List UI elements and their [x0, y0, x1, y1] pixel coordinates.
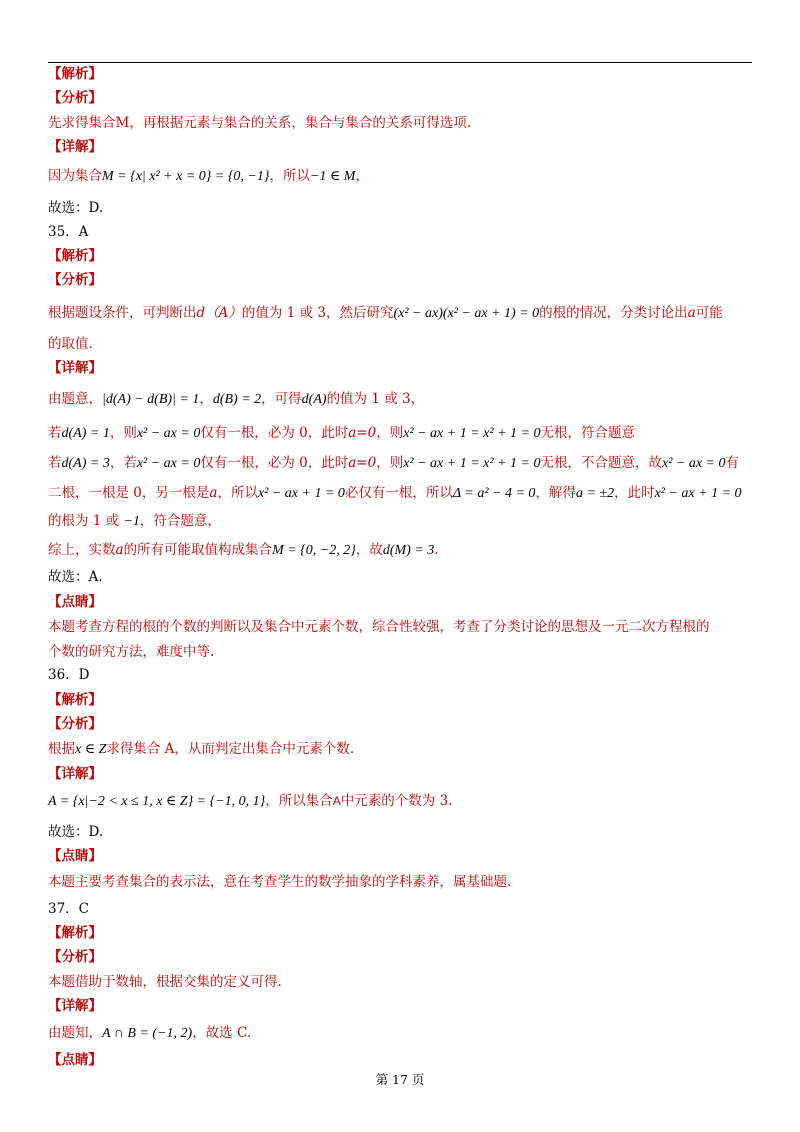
xiangjie-tag	[48, 137, 102, 157]
dianjing-tag	[48, 1050, 102, 1070]
detail-math: a=0	[348, 425, 377, 441]
detail-text: 因为集合	[48, 168, 102, 184]
tag-text: 【详解】	[48, 998, 102, 1014]
detail-text: 无根，符合题意	[540, 425, 635, 441]
math-expression: d(A) = 1	[61, 426, 110, 441]
analysis-text: 根据题设条件，可判断出	[48, 305, 197, 321]
q34-detail	[48, 166, 369, 187]
math-expression: x² − ax = 0	[136, 426, 201, 441]
q37-analysis	[48, 972, 282, 992]
analysis-math: d（A）	[196, 305, 242, 321]
detail-text: A	[332, 794, 341, 808]
detail-text: ，可得	[261, 391, 302, 407]
math-set-equation: M = {x| x² + x = 0} = {0, −1}	[102, 169, 270, 184]
analysis-text: 根据	[48, 741, 75, 757]
tag-text: 【分析】	[48, 90, 102, 106]
detail-math: a=0	[348, 455, 377, 471]
q35-detail-line-4	[48, 483, 742, 504]
note-text: 本题主要考查集合的表示法，意在考查学生的数学抽象的学科素养，属基础题.	[48, 874, 512, 890]
fenxi-tag	[48, 714, 102, 734]
tag-text: 【解析】	[48, 66, 102, 82]
fenxi-tag	[48, 947, 102, 967]
math-expression: M = {0, −2, 2}	[272, 543, 356, 558]
analysis-text: 本题借助于数轴，根据交集的定义可得.	[48, 974, 282, 990]
q35-detail-line-5	[48, 511, 221, 532]
jiexi-tag	[48, 923, 102, 943]
dianjing-tag	[48, 846, 102, 866]
tag-text: 【分析】	[48, 272, 102, 288]
detail-math: a	[115, 542, 124, 558]
answer-text: 故选：D.	[48, 200, 104, 216]
tag-text: 【点睛】	[48, 594, 102, 610]
jiexi-tag	[48, 64, 102, 84]
q34-answer	[48, 198, 103, 218]
detail-text: ，所以集合	[265, 793, 333, 809]
q34-analysis	[48, 113, 471, 133]
question-heading: 37．C	[48, 901, 90, 917]
note-text: 本题考查方程的根的个数的判断以及集合中元素个数，综合性较强，考查了分类讨论的思想及一元二次方程根的	[48, 619, 710, 635]
tag-text: 【解析】	[48, 248, 102, 264]
math-expression: −1	[123, 514, 140, 529]
detail-text: 二根，一根是 0，另一根是	[48, 485, 210, 501]
xiangjie-tag	[48, 764, 102, 784]
detail-text: 由题知，	[48, 1025, 102, 1041]
q35-note-line-2	[48, 642, 214, 662]
detail-text: 有	[725, 455, 740, 471]
q35-analysis-line-2	[48, 334, 93, 354]
detail-text: ，所以	[269, 168, 310, 184]
analysis-text: 先求得集合M，再根据元素与集合的关系，集合与集合的关系可得选项.	[48, 115, 472, 131]
math-expression: A ∩ B = (−1, 2)	[102, 1026, 193, 1041]
q36-heading	[48, 665, 90, 685]
q35-note-line-1	[48, 617, 710, 637]
math-expression: x² − ax = 0	[661, 456, 726, 471]
q35-detail-line-2	[48, 423, 635, 444]
math-expression: x ∈ Z	[75, 742, 107, 757]
q37-heading	[48, 899, 89, 919]
tag-text: 【解析】	[48, 692, 102, 708]
math-expression: x² − ax = 0	[136, 456, 201, 471]
detail-text: ，若	[109, 455, 137, 471]
detail-text: ，则	[376, 455, 404, 471]
math-expression: Δ = a² − 4 = 0	[452, 486, 536, 501]
question-heading: 36．D	[48, 667, 90, 683]
detail-text: 由题意，	[48, 391, 102, 407]
tag-text: 【详解】	[48, 360, 102, 376]
math-expression: d(M) = 3	[382, 543, 435, 558]
detail-math: a	[209, 485, 218, 501]
detail-text: .	[434, 542, 439, 558]
answer-text: 故选：D.	[48, 824, 104, 840]
math-expression: x² − ax + 1 = x² + 1 = 0	[403, 456, 541, 471]
analysis-text: 的取值.	[48, 336, 93, 352]
q37-detail	[48, 1023, 251, 1044]
jiexi-tag	[48, 690, 102, 710]
dianjing-tag	[48, 592, 102, 612]
answer-text: 故选：A.	[48, 569, 103, 585]
detail-text: ，所以	[217, 485, 258, 501]
jiexi-tag	[48, 246, 102, 266]
detail-text: 的根为 1 或	[48, 513, 124, 529]
tag-text: 【详解】	[48, 139, 102, 155]
tag-text: 【详解】	[48, 766, 102, 782]
tag-text: 【点睛】	[48, 848, 102, 864]
q36-detail	[48, 791, 452, 812]
xiangjie-tag	[48, 358, 102, 378]
detail-text: ，故	[355, 542, 383, 558]
q36-note	[48, 872, 511, 892]
q35-detail-line-1	[48, 389, 424, 410]
q35-detail-line-6	[48, 540, 439, 561]
fenxi-tag	[48, 270, 102, 290]
tag-text: 【点睛】	[48, 1052, 102, 1068]
header-rule	[48, 62, 752, 63]
detail-text: ，	[199, 391, 213, 407]
detail-text: 的值为 1 或 3，	[326, 391, 425, 407]
page-number: 第 17 页	[375, 1072, 425, 1087]
detail-text: 的所有可能取值构成集合	[123, 542, 273, 558]
analysis-text: 可能	[695, 305, 723, 321]
q35-detail-line-3	[48, 453, 739, 474]
detail-text: 必仅有一根，所以	[344, 485, 453, 501]
fenxi-tag	[48, 88, 102, 108]
detail-text: 综上，实数	[48, 542, 116, 558]
math-expression: d(B) = 2	[212, 392, 262, 407]
tag-text: 【解析】	[48, 925, 102, 941]
detail-text: ，此时	[614, 485, 655, 501]
math-equation: (x² − ax)(x² − ax + 1) = 0	[393, 306, 540, 321]
detail-text: ，则	[109, 425, 137, 441]
detail-text: 若	[48, 455, 62, 471]
math-expression: x² − ax + 1 = x² + 1 = 0	[403, 426, 541, 441]
detail-text: 中元素的个数为 3.	[340, 793, 453, 809]
xiangjie-tag	[48, 996, 102, 1016]
math-belong: −1 ∈ M	[309, 169, 356, 184]
math-expression: |d(A) − d(B)| = 1	[102, 392, 200, 407]
q36-answer	[48, 822, 103, 842]
math-expression: d(A) = 3	[61, 456, 110, 471]
math-expression: x² − ax + 1 = 0	[654, 486, 742, 501]
q36-analysis	[48, 739, 354, 760]
analysis-text: 的根的情况，分类讨论出	[539, 305, 688, 321]
analysis-math: a	[687, 305, 696, 321]
q35-answer	[48, 567, 103, 587]
detail-text: 仅有一根，必为 0，此时	[200, 425, 349, 441]
question-heading: 35．A	[48, 224, 89, 240]
math-expression: d(A)	[301, 392, 327, 407]
analysis-text: 求得集合 A，从而判定出集合中元素个数.	[106, 741, 355, 757]
detail-text: ，故选 C.	[192, 1025, 252, 1041]
detail-text: 仅有一根，必为 0，此时	[200, 455, 349, 471]
tag-text: 【分析】	[48, 716, 102, 732]
detail-text: 若	[48, 425, 62, 441]
q35-heading	[48, 222, 88, 242]
detail-text: ，则	[376, 425, 404, 441]
tag-text: 【分析】	[48, 949, 102, 965]
math-expression: A = {x|−2 < x ≤ 1, x ∈ Z} = {−1, 0, 1}	[48, 794, 266, 809]
detail-text: ，符合题意，	[139, 513, 221, 529]
note-text: 个数的研究方法，难度中等.	[48, 644, 215, 660]
detail-text: ，解得	[535, 485, 576, 501]
detail-text: 无根，不合题意，故	[540, 455, 662, 471]
detail-text: ，	[355, 168, 369, 184]
analysis-text: 的值为 1 或 3，然后研究	[241, 305, 394, 321]
q35-analysis-line-1	[48, 303, 723, 324]
math-expression: a = ±2	[575, 486, 615, 501]
math-expression: x² − ax + 1 = 0	[257, 486, 345, 501]
